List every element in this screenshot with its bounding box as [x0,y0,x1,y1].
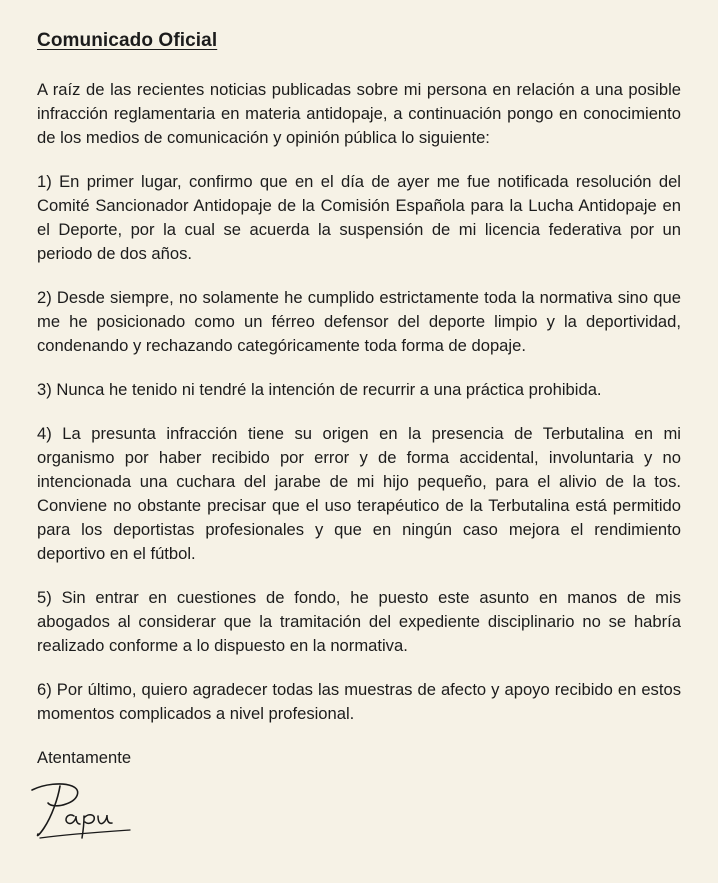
point-1: 1) En primer lugar, confirmo que en el día de ayer me fue notificada resolución del Comité Sancionador Antidopaje de la Comisión Española para la Lucha Antidopaje en el Deporte, por la cual se acuerda la suspensión de mi licencia federativa por un periodo de dos años. [37,172,681,263]
point-5: 5) Sin entrar en cuestiones de fondo, he puesto este asunto en manos de mis abogados al considerar que la tramitación del expediente disciplinario no se habría realizado conforme a lo dispuesto en la normativa. [37,588,681,655]
statement-document [37,30,681,770]
handwritten-signature [30,776,140,846]
point-2: 2) Desde siempre, no solamente he cumplido estrictamente toda la normativa sino que me he posicionado como un férreo defensor del deporte limpio y la deportividad, condenando y rechazando categóricamente toda forma de dopaje. [37,288,681,355]
point-6: 6) Por último, quiero agradecer todas las muestras de afecto y apoyo recibido en estos momentos complicados a nivel profesional. [37,680,681,723]
document-title: Comunicado Oficial [37,30,218,51]
closing-text: Atentamente [37,748,132,767]
point-3: 3) Nunca he tenido ni tendré la intención de recurrir a una práctica prohibida. [37,380,602,399]
point-4: 4) La presunta infracción tiene su origen en la presencia de Terbutalina en mi organismo por haber recibido por error y de forma accidental, involuntaria y no intencionada una cuchara del jarabe de mi hijo pequeño, para el alivio de la tos. Conviene no obstante precisar que el uso terapéutico de la Terbutalina está permitido para los deportistas profesionales y que en ningún caso mejora el rendimiento deportivo en el fútbol. [37,424,681,563]
intro-paragraph: A raíz de las recientes noticias publicadas sobre mi persona en relación a una posible infracción reglamentaria en materia antidopaje, a continuación pongo en conocimiento de los medios de comunicación y opinión pública lo siguiente: [37,80,681,147]
